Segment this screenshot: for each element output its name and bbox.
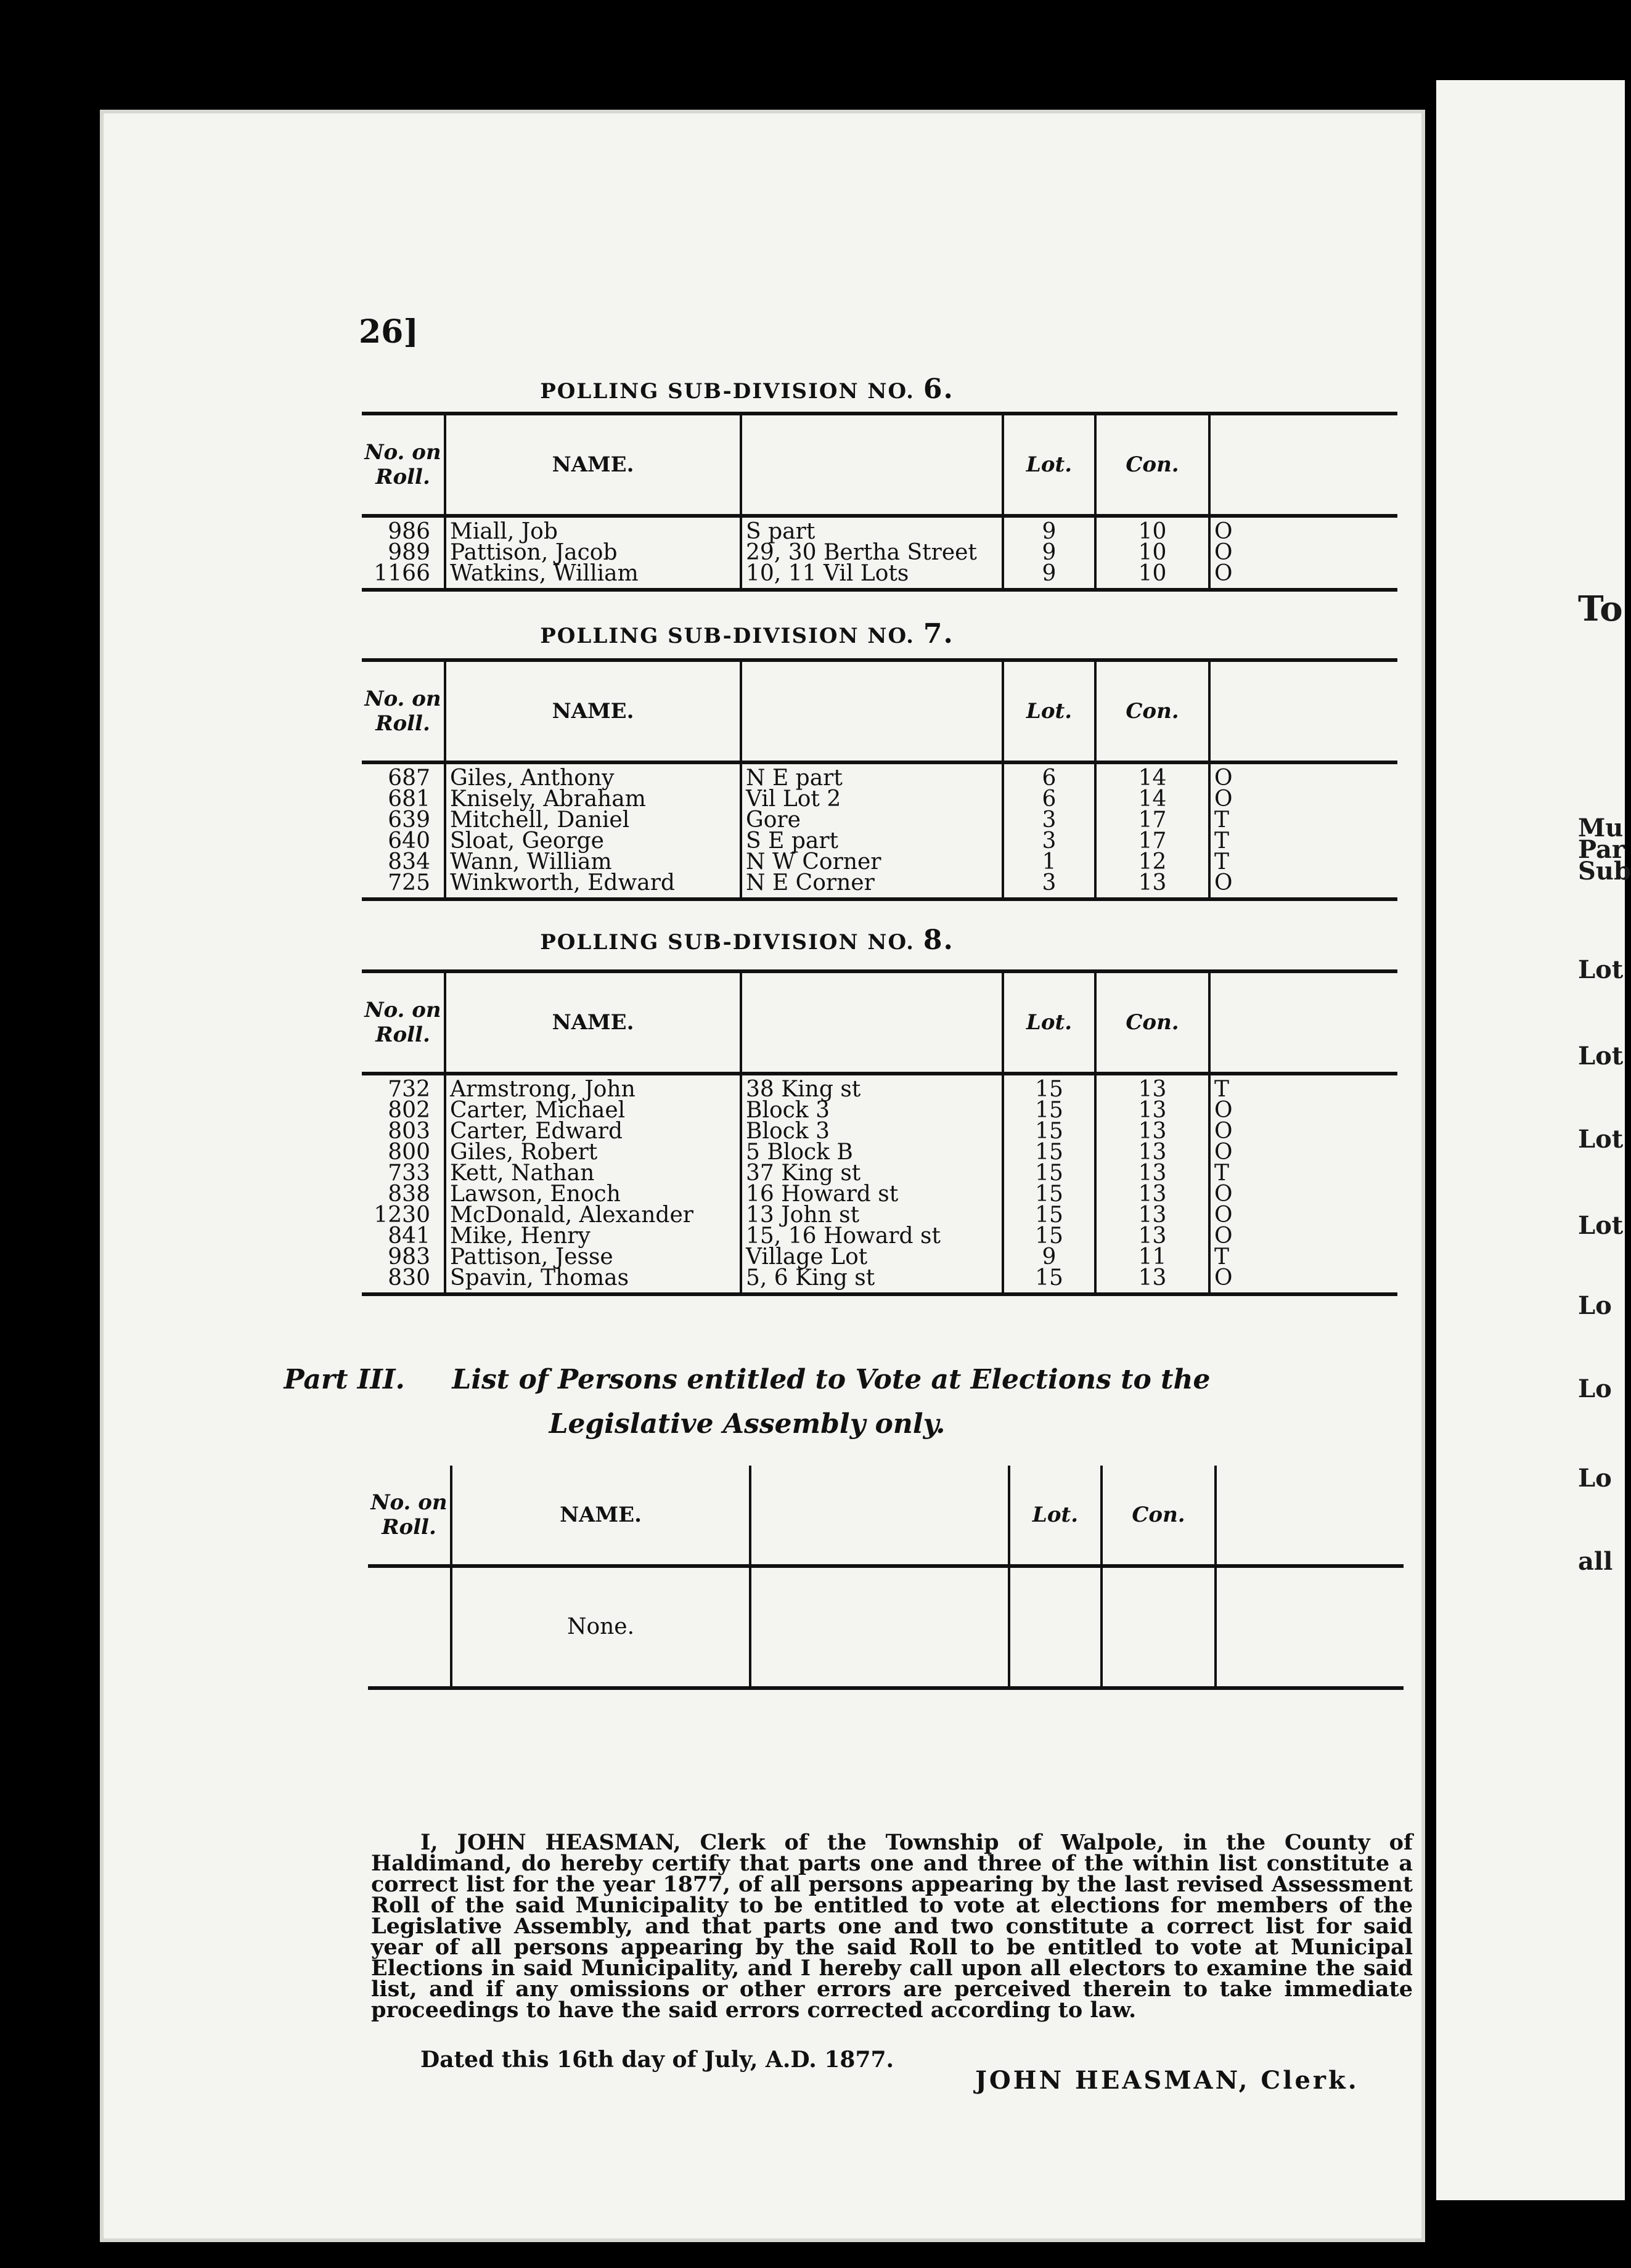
part-heading-line1: Part III. List of Persons entitled to Vote at Elections to the xyxy=(284,1364,1211,1395)
cell-no: 733 xyxy=(388,1161,430,1186)
cell-con: 10 xyxy=(1095,563,1209,590)
table-row xyxy=(362,1121,1397,1142)
facing-fragment: Lot xyxy=(1578,1211,1624,1240)
facing-fragment: Sub xyxy=(1578,857,1631,886)
header-description xyxy=(741,971,1003,1074)
division-title xyxy=(100,924,1394,956)
cell-flag: O xyxy=(1209,542,1397,563)
cell-desc: N W Corner xyxy=(741,852,1003,873)
cell-name: Winkworth, Edward xyxy=(445,873,741,899)
cell-flag: O xyxy=(1209,1142,1397,1163)
cell-name: Wann, William xyxy=(445,852,741,873)
cell-con: 13 xyxy=(1095,1100,1209,1121)
table-row xyxy=(362,1205,1397,1226)
cell-no: 802 xyxy=(388,1098,430,1123)
cell-name: Knisely, Abraham xyxy=(445,789,741,810)
cell-no: 983 xyxy=(388,1244,430,1270)
header-name: NAME. xyxy=(445,660,741,762)
cell-flag: O xyxy=(1209,762,1397,789)
division-title-text: POLLING SUB-DIVISION NO. xyxy=(540,624,915,648)
cell-desc: 5, 6 King st xyxy=(741,1268,1003,1294)
header-con: Con. xyxy=(1095,660,1209,762)
clerk-signature: JOHN HEASMAN, Clerk. xyxy=(975,2066,1359,2095)
facing-fragment: Lot xyxy=(1578,1042,1624,1071)
cell-no: 732 xyxy=(388,1077,430,1102)
cell-desc: 5 Block B xyxy=(741,1142,1003,1163)
header-flag xyxy=(1216,1466,1404,1566)
facing-fragment: To xyxy=(1578,589,1623,629)
cell-desc: Village Lot xyxy=(741,1247,1003,1268)
cell-con: 13 xyxy=(1095,1226,1209,1247)
cell-no: 830 xyxy=(362,1268,445,1294)
facing-fragment: Lot xyxy=(1578,955,1624,984)
cell-lot: 15 xyxy=(1003,1100,1095,1121)
cell-flag: O xyxy=(1209,873,1397,899)
cell-flag: O xyxy=(1209,516,1397,542)
cell-flag: O xyxy=(1209,1268,1397,1294)
cell-desc: 15, 16 Howard st xyxy=(741,1226,1003,1247)
cell-no: 725 xyxy=(362,873,445,899)
facing-fragment: all xyxy=(1578,1547,1613,1576)
header-description xyxy=(750,1466,1009,1566)
table-row xyxy=(362,762,1397,789)
roll-table-div6 xyxy=(362,412,1397,592)
table-row xyxy=(362,1247,1397,1268)
table-row xyxy=(362,1100,1397,1121)
division-title-text: POLLING SUB-DIVISION NO. xyxy=(540,379,915,404)
table-row xyxy=(362,1163,1397,1184)
cell-name: Mitchell, Daniel xyxy=(445,810,741,831)
cell-lot: 15 xyxy=(1003,1205,1095,1226)
cell-con: 11 xyxy=(1095,1247,1209,1268)
table-row xyxy=(362,1184,1397,1205)
cell-lot: 15 xyxy=(1003,1226,1095,1247)
cell-con: 13 xyxy=(1095,1074,1209,1100)
cell-desc: Vil Lot 2 xyxy=(741,789,1003,810)
cell-flag: T xyxy=(1209,831,1397,852)
cell-con: 12 xyxy=(1095,852,1209,873)
cell-con: 13 xyxy=(1095,1184,1209,1205)
cell-flag: O xyxy=(1209,789,1397,810)
header-con: Con. xyxy=(1102,1466,1216,1566)
cell-flag: T xyxy=(1209,1163,1397,1184)
facing-fragment: Lo xyxy=(1578,1464,1612,1493)
part-heading xyxy=(100,1358,1394,1446)
cell-name: McDonald, Alexander xyxy=(445,1205,741,1226)
header-name: NAME. xyxy=(445,414,741,516)
cell-lot: 3 xyxy=(1003,873,1095,899)
cell-no: 838 xyxy=(388,1181,430,1207)
cell-flag: O xyxy=(1209,1226,1397,1247)
cell-name: Giles, Anthony xyxy=(445,762,741,789)
facing-fragment: Mu xyxy=(1578,814,1624,842)
cell-desc: 13 John st xyxy=(741,1205,1003,1226)
division-title xyxy=(100,373,1394,405)
cell-con: 17 xyxy=(1095,831,1209,852)
table-row xyxy=(362,789,1397,810)
cell-con: 10 xyxy=(1095,542,1209,563)
table-row xyxy=(362,542,1397,563)
cell-name: Carter, Edward xyxy=(445,1121,741,1142)
facing-fragment: Lo xyxy=(1578,1374,1612,1403)
none-text: None. xyxy=(451,1566,750,1688)
cell-con: 14 xyxy=(1095,762,1209,789)
cell-name: Lawson, Enoch xyxy=(445,1184,741,1205)
cell-flag: T xyxy=(1209,1247,1397,1268)
cell-flag: O xyxy=(1209,1205,1397,1226)
cell-no: 803 xyxy=(388,1119,430,1144)
header-description xyxy=(741,414,1003,516)
cell-lot xyxy=(1009,1566,1102,1688)
cell-flag: O xyxy=(1209,1121,1397,1142)
table-row xyxy=(362,1142,1397,1163)
cell-name: Pattison, Jacob xyxy=(445,542,741,563)
table-row xyxy=(362,1226,1397,1247)
header-con: Con. xyxy=(1095,414,1209,516)
table-row xyxy=(362,1268,1397,1294)
cell-no: 681 xyxy=(388,786,430,812)
facing-fragment: Lo xyxy=(1578,1291,1612,1320)
cell-no: 989 xyxy=(388,540,430,565)
header-name: NAME. xyxy=(451,1466,750,1566)
roll-rows xyxy=(362,516,1397,590)
cell-name: Carter, Michael xyxy=(445,1100,741,1121)
cell-lot: 9 xyxy=(1003,1247,1095,1268)
cell-con: 13 xyxy=(1095,1205,1209,1226)
cell-con: 13 xyxy=(1095,873,1209,899)
cell-name: Watkins, William xyxy=(445,563,741,590)
header-no-on-roll: No. on Roll. xyxy=(362,660,445,762)
cell-flag: O xyxy=(1209,1100,1397,1121)
cell-lot: 6 xyxy=(1003,762,1095,789)
cell-name: Sloat, George xyxy=(445,831,741,852)
cell-lot: 15 xyxy=(1003,1121,1095,1142)
cell-flag: O xyxy=(1209,563,1397,590)
cell-name: Miall, Job xyxy=(445,516,741,542)
cell-lot: 9 xyxy=(1003,516,1095,542)
dated-line: Dated this 16th day of July, A.D. 1877. xyxy=(420,2047,894,2073)
cell-no xyxy=(368,1566,451,1688)
part-heading-line2: Legislative Assembly only. xyxy=(549,1408,946,1440)
roll-table-part3 xyxy=(368,1466,1404,1690)
cell-con: 13 xyxy=(1095,1268,1209,1294)
cell-lot: 15 xyxy=(1003,1142,1095,1163)
table-row xyxy=(368,1566,1404,1688)
cell-flag xyxy=(1216,1566,1404,1688)
cell-name: Giles, Robert xyxy=(445,1142,741,1163)
cell-lot: 15 xyxy=(1003,1074,1095,1100)
header-con: Con. xyxy=(1095,971,1209,1074)
page-number: 26] xyxy=(359,313,419,351)
division-number: 6. xyxy=(923,373,954,405)
cell-con: 13 xyxy=(1095,1142,1209,1163)
roll-table-div8 xyxy=(362,969,1397,1296)
cell-lot: 9 xyxy=(1003,542,1095,563)
cell-name: Kett, Nathan xyxy=(445,1163,741,1184)
cell-lot: 1 xyxy=(1003,852,1095,873)
cell-flag: O xyxy=(1209,1184,1397,1205)
cell-no: 986 xyxy=(388,519,430,544)
cell-name: Spavin, Thomas xyxy=(445,1268,741,1294)
header-lot: Lot. xyxy=(1003,660,1095,762)
header-lot: Lot. xyxy=(1003,971,1095,1074)
cell-desc: Block 3 xyxy=(741,1121,1003,1142)
cell-con xyxy=(1102,1566,1216,1688)
header-lot: Lot. xyxy=(1003,414,1095,516)
cell-lot: 3 xyxy=(1003,810,1095,831)
cell-no: 834 xyxy=(388,849,430,875)
header-flag xyxy=(1209,971,1397,1074)
cell-no: 841 xyxy=(388,1223,430,1249)
cell-desc: 10, 11 Vil Lots xyxy=(741,563,1003,590)
cell-no: 800 xyxy=(388,1140,430,1165)
header-no-on-roll: No. on Roll. xyxy=(362,971,445,1074)
header-no-on-roll: No. on Roll. xyxy=(368,1466,451,1566)
cell-desc: 37 King st xyxy=(741,1163,1003,1184)
cell-no: 1166 xyxy=(362,563,445,590)
cell-name: Armstrong, John xyxy=(445,1074,741,1100)
table-row xyxy=(362,1074,1397,1100)
cell-con: 13 xyxy=(1095,1163,1209,1184)
cell-flag: T xyxy=(1209,1074,1397,1100)
cell-desc: 16 Howard st xyxy=(741,1184,1003,1205)
certificate-text: I, JOHN HEASMAN, Clerk of the Township of Walpole, in the County of Haldimand, do hereby certify that parts one and three of the within list constitute a correct list for the year 1877, of all persons appearing by the last revised Assessment Roll of the said Municipality to be entitled to vote at elections for members of the Legislative Assembly, and that parts one and two constitute a correct list for said year of all persons appearing by the said Roll to be entitled to vote at Municipal Elections in said Municipality, and I hereby call upon all electors to examine the said list, and if any omissions or other errors are perceived therein to take immediate proceedings to have the said errors corrected according to law. xyxy=(371,1830,1413,2023)
cell-desc: S part xyxy=(741,516,1003,542)
table-row xyxy=(362,852,1397,873)
facing-fragment: Lot xyxy=(1578,1125,1624,1154)
header-name: NAME. xyxy=(445,971,741,1074)
cell-lot: 9 xyxy=(1003,563,1095,590)
cell-con: 10 xyxy=(1095,516,1209,542)
cell-lot: 6 xyxy=(1003,789,1095,810)
cell-con: 13 xyxy=(1095,1121,1209,1142)
header-lot: Lot. xyxy=(1009,1466,1102,1566)
cell-lot: 15 xyxy=(1003,1184,1095,1205)
cell-desc: 38 King st xyxy=(741,1074,1003,1100)
cell-desc: Gore xyxy=(741,810,1003,831)
cell-flag: T xyxy=(1209,810,1397,831)
header-flag xyxy=(1209,660,1397,762)
cell-lot: 15 xyxy=(1003,1163,1095,1184)
cell-desc: 29, 30 Bertha Street xyxy=(741,542,1003,563)
cell-lot: 15 xyxy=(1003,1268,1095,1294)
roll-rows xyxy=(362,762,1397,899)
facing-fragment: Par xyxy=(1578,835,1625,864)
table-row xyxy=(362,810,1397,831)
cell-name: Mike, Henry xyxy=(445,1226,741,1247)
cell-no: 639 xyxy=(388,807,430,833)
cell-name: Pattison, Jesse xyxy=(445,1247,741,1268)
cell-no: 687 xyxy=(388,765,430,791)
division-number: 8. xyxy=(923,924,954,956)
cell-desc: N E Corner xyxy=(741,873,1003,899)
table-row xyxy=(362,516,1397,542)
cell-desc: N E part xyxy=(741,762,1003,789)
cell-con: 17 xyxy=(1095,810,1209,831)
cell-no: 640 xyxy=(388,828,430,854)
division-title xyxy=(100,618,1394,650)
cell-no: 1230 xyxy=(374,1202,430,1228)
cell-desc: S E part xyxy=(741,831,1003,852)
facing-page xyxy=(1436,80,1631,2200)
header-flag xyxy=(1209,414,1397,516)
cell-desc: Block 3 xyxy=(741,1100,1003,1121)
cell-desc xyxy=(750,1566,1009,1688)
table-row xyxy=(362,563,1397,590)
roll-table-div7 xyxy=(362,658,1397,901)
cell-flag: T xyxy=(1209,852,1397,873)
clerk-certificate xyxy=(371,1832,1413,2021)
cell-lot: 3 xyxy=(1003,831,1095,852)
table-row xyxy=(362,831,1397,852)
division-title-text: POLLING SUB-DIVISION NO. xyxy=(540,930,915,955)
roll-rows xyxy=(362,1074,1397,1294)
header-description xyxy=(741,660,1003,762)
document-page xyxy=(100,110,1425,2242)
cell-con: 14 xyxy=(1095,789,1209,810)
header-no-on-roll: No. on Roll. xyxy=(362,414,445,516)
division-number: 7. xyxy=(923,618,954,650)
table-row xyxy=(362,873,1397,899)
